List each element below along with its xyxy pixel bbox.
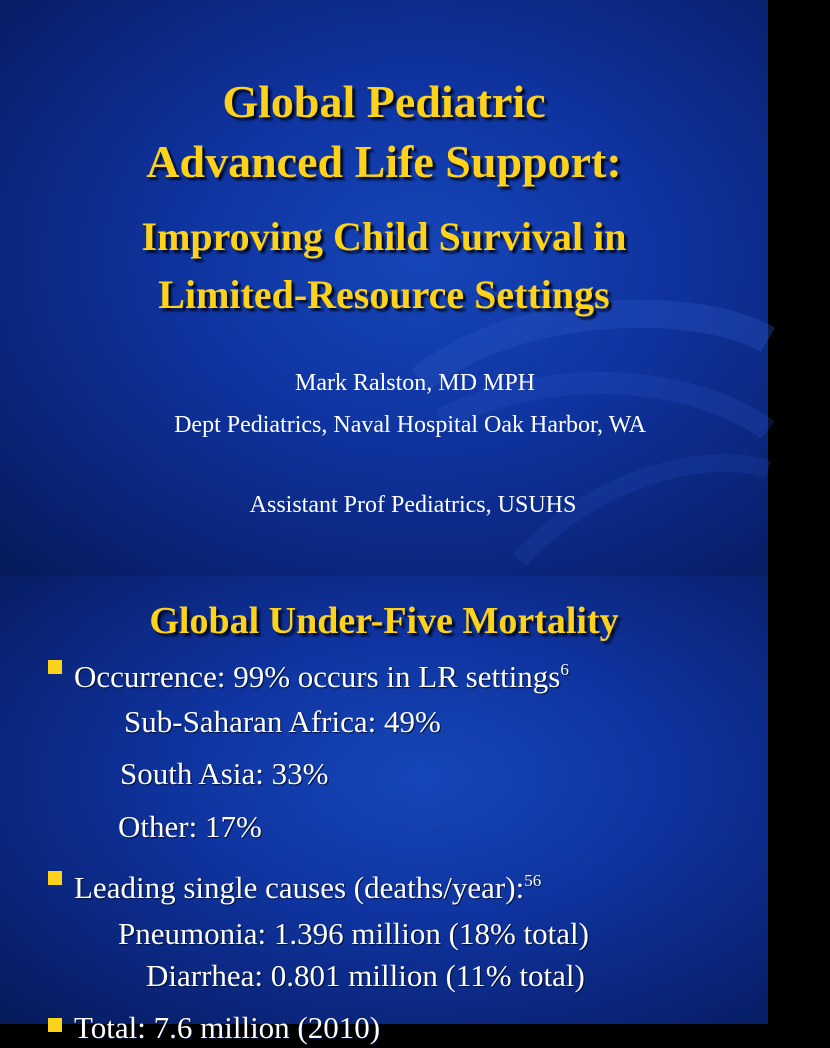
citation-superscript: 6 xyxy=(560,660,569,679)
slide-title: Global Under-Five Mortality xyxy=(149,600,619,642)
citation-superscript: 56 xyxy=(524,871,542,890)
author-affiliation-2: Assistant Prof Pediatrics, USUHS xyxy=(249,492,577,518)
mortality-slide xyxy=(0,576,768,1045)
subtitle-line-2: Limited-Resource Settings xyxy=(158,272,610,317)
bullet-text: Leading single causes (deaths/year): xyxy=(74,870,525,905)
sub-item-south-asia: South Asia: 33% xyxy=(120,756,329,791)
subtitle-line-1: Improving Child Survival in xyxy=(141,214,627,259)
sub-item-sub-saharan-africa: Sub-Saharan Africa: 49% xyxy=(124,704,441,739)
bullet-square-icon xyxy=(48,871,62,885)
title-line-1: Global Pediatric xyxy=(222,76,546,127)
author-name: Mark Ralston, MD MPH xyxy=(294,370,535,396)
bullet-text: Occurrence: 99% occurs in LR settings xyxy=(74,659,561,694)
bullet-square-icon xyxy=(48,660,62,674)
sub-item-pneumonia: Pneumonia: 1.396 million (18% total) xyxy=(118,916,589,951)
author-affiliation-1: Dept Pediatrics, Naval Hospital Oak Harbor, WA xyxy=(174,412,646,438)
sub-item-diarrhea: Diarrhea: 0.801 million (11% total) xyxy=(146,958,585,993)
bullet-square-icon xyxy=(48,1018,62,1032)
slide-subtitle xyxy=(0,208,768,324)
bullet-text: Total: 7.6 million (2010) xyxy=(74,1010,381,1045)
slide-title xyxy=(0,72,768,192)
sub-item-other: Other: 17% xyxy=(118,809,262,844)
title-line-2: Advanced Life Support: xyxy=(146,136,622,187)
